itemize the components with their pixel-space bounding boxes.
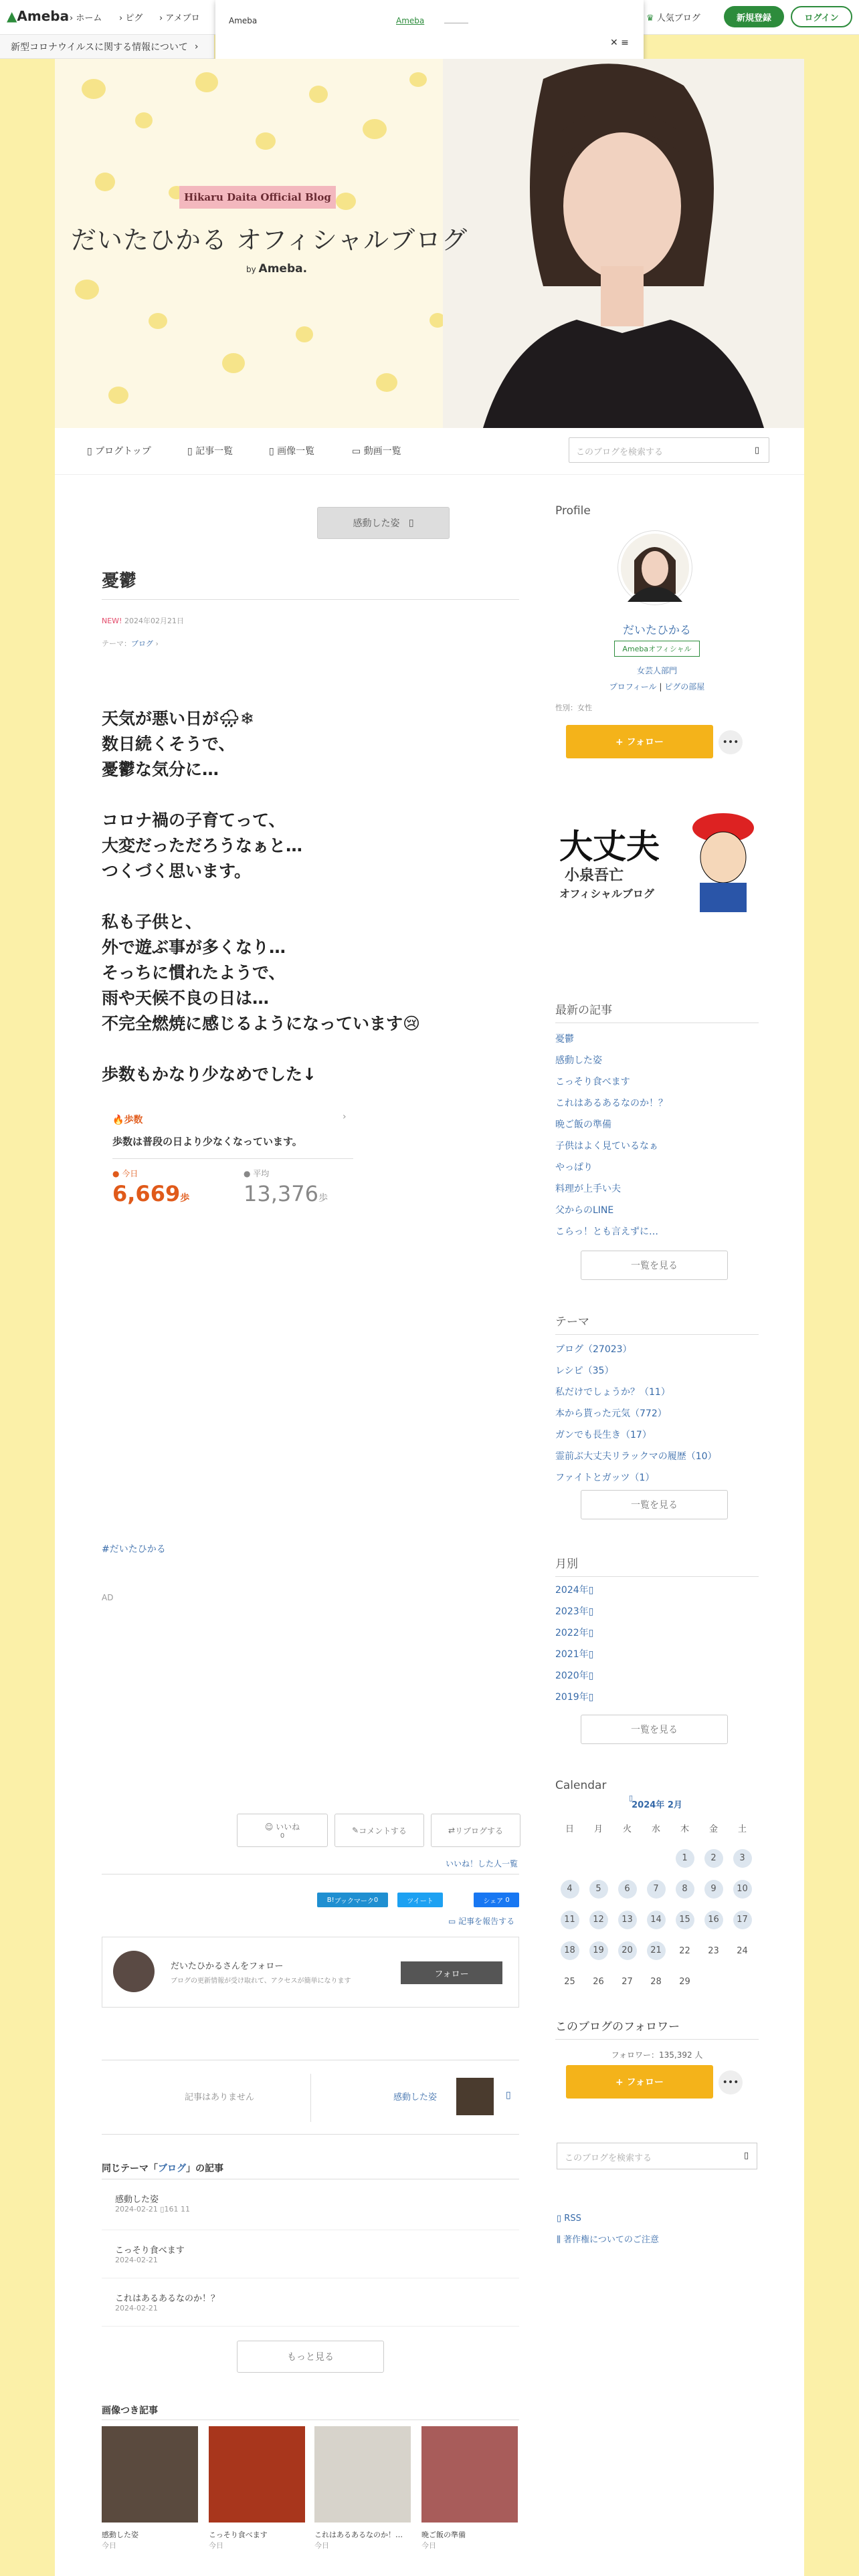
avg-steps: 13,376歩 (244, 1181, 328, 1206)
more-button[interactable]: もっと見る (237, 2341, 384, 2373)
calendar-day[interactable]: 19 (584, 1935, 613, 1966)
steps-card (102, 1103, 353, 1228)
article-title: 憂鬱 (102, 571, 137, 591)
recent-item[interactable]: これはあるあるなのか！？ (555, 1098, 668, 1109)
calendar-day[interactable]: 18 (555, 1935, 584, 1966)
calendar-day[interactable]: 6 (613, 1874, 642, 1905)
promo-banner[interactable]: 大丈夫 小泉吾亡 オフィシャルブログ (559, 813, 757, 912)
today-label: ● 今日 (112, 1169, 138, 1178)
nav-articles[interactable]: ▯ 記事一覧 (187, 446, 233, 457)
no-prev-article: 記事はありません (185, 2092, 255, 2103)
chevron-icon[interactable]: ▯ (506, 2090, 511, 2101)
recent-item[interactable]: こっそり食べます (555, 1077, 630, 1087)
calendar-day[interactable]: 17 (728, 1905, 757, 1935)
rss-link[interactable]: ▯ RSS (557, 2214, 581, 2224)
chevron-right-icon[interactable]: › (343, 1111, 347, 1122)
profile-links: プロフィール | ピグの部屋 (609, 682, 705, 691)
close-icon[interactable]: ✕ ≡ (610, 37, 629, 48)
recent-item[interactable]: こらっ！とも言えずに… (555, 1226, 658, 1237)
profile-photo (443, 59, 804, 428)
calendar-heading: Calendar (555, 1779, 607, 1792)
more-options-icon[interactable]: ••• (719, 730, 743, 754)
crown-icon: ♛ (646, 13, 654, 23)
blog-title: だいたひかる オフィシャルブログ (71, 225, 468, 255)
month-item[interactable]: 2022年▯ (555, 1628, 594, 1638)
calendar-day[interactable]: 4 (555, 1874, 584, 1905)
follow-button[interactable]: フォロー (401, 1961, 502, 1984)
image-article-thumb[interactable] (209, 2426, 305, 2523)
sidebar-follow-button[interactable]: + フォロー (566, 725, 713, 758)
covid-notice[interactable]: 新型コロナウイルスに関する情報について › (0, 35, 214, 59)
like-list-link[interactable]: いいね！した人一覧 (446, 1859, 518, 1868)
calendar-day[interactable]: 13 (613, 1905, 642, 1935)
follow-card-title: だいたひかるさんをフォロー (171, 1961, 284, 1971)
recent-item[interactable]: 料理が上手い夫 (555, 1184, 621, 1194)
title-divider (102, 599, 519, 600)
calendar-day[interactable]: 20 (613, 1935, 642, 1966)
prev-article-button[interactable]: 感動した姿 ▯ (317, 507, 450, 539)
theme-list-more[interactable]: 一覧を見る (581, 1490, 728, 1519)
nav-home[interactable]: › ホーム (70, 13, 102, 23)
profile-avatar[interactable] (618, 531, 692, 605)
calendar-day[interactable]: 5 (584, 1874, 613, 1905)
followers-follow-button[interactable]: + フォロー (566, 2065, 713, 2099)
calendar-day[interactable]: 11 (555, 1905, 584, 1935)
popup-title: Ameba (229, 16, 258, 25)
calendar-day (555, 1843, 584, 1874)
theme-list (555, 1339, 759, 1489)
recent-item[interactable]: 憂鬱 (555, 1034, 574, 1045)
bookmark-button[interactable]: B! ブックマーク 0 (317, 1893, 388, 1907)
calendar-day[interactable]: 1 (670, 1843, 699, 1874)
blog-search-input[interactable]: このブログを検索する (569, 437, 769, 463)
next-article-thumb[interactable] (456, 2078, 494, 2115)
search-icon[interactable]: ▯ (744, 2151, 749, 2161)
steps-label: 🔥歩数 (112, 1115, 143, 1125)
image-article-thumb[interactable] (102, 2426, 198, 2523)
calendar-day (613, 1843, 642, 1874)
recent-list (555, 1029, 759, 1243)
same-theme-title: 同じテーマ「ブログ」の記事 (102, 2163, 223, 2174)
blog-container (55, 59, 804, 2576)
search-icon[interactable]: ▯ (755, 445, 760, 455)
recent-list-more[interactable]: 一覧を見る (581, 1251, 728, 1280)
calendar-day[interactable]: 8 (670, 1874, 699, 1905)
reblog-button[interactable]: ⇄ リブログする (431, 1814, 520, 1847)
calendar-day[interactable]: 3 (728, 1843, 757, 1874)
calendar-day[interactable]: 7 (642, 1874, 670, 1905)
monthly-list (555, 1580, 759, 1708)
followers-count: フォロワー：135,392 人 (611, 2050, 703, 2060)
comment-button[interactable]: ✎ コメントする (335, 1814, 424, 1847)
calendar-day: 27 (622, 1976, 633, 1987)
calendar-day (642, 1843, 670, 1874)
theme-heading: テーマ (555, 1312, 759, 1335)
follow-card (102, 1937, 519, 2008)
month-item[interactable]: 2023年▯ (555, 1606, 594, 1617)
calendar-grid: 日 月 火 水 木 金 土 1 2 3 4 5 6 7 8 9 10 11 12 13 14 15 16 17 18 19 20 21 22 23 24 25 26 27 28 29 (555, 1812, 757, 1997)
calendar-day: 29 (679, 1976, 690, 1987)
profile-heading: Profile (555, 504, 591, 518)
calendar-day: 23 (708, 1945, 719, 1956)
article-theme: テーマ：ブログ › (102, 639, 159, 648)
chevron-right-icon: › (194, 41, 199, 52)
login-button[interactable]: ログイン (791, 6, 852, 27)
calendar-day: 28 (650, 1976, 662, 1987)
theme-item[interactable]: 霊前ぶ大丈夫リラックマの履歴（10） (555, 1451, 717, 1462)
calendar-day[interactable]: 12 (584, 1905, 613, 1935)
blog-nav (55, 428, 804, 475)
report-link[interactable]: ▭ 記事を報告する (448, 1917, 515, 1926)
same-theme-item[interactable]: これはあるあるなのか！？ 2024-02-21 (115, 2294, 220, 2313)
nav-blog-top[interactable]: ▯ ブログトップ (87, 446, 151, 457)
follow-card-sub: ブログの更新情報が受け取れて、アクセスが簡単になります (171, 1977, 351, 1985)
calendar-day: 22 (679, 1945, 690, 1956)
avatar (113, 1951, 155, 1992)
facebook-share-button[interactable]: シェア 0 (474, 1893, 519, 1907)
blog-tagline-ribbon: Hikaru Daita Official Blog (179, 186, 336, 209)
month-item[interactable]: 2020年▯ (555, 1671, 594, 1681)
theme-item[interactable]: ガンでも長生き（17） (555, 1430, 652, 1440)
by-ameba: by Ameba. (246, 262, 308, 276)
calendar-day[interactable]: 15 (670, 1905, 699, 1935)
calendar-day (728, 1966, 757, 1997)
steps-desc: 歩数は普段の日より少なくなっています。 (112, 1136, 302, 1148)
monthly-list-more[interactable]: 一覧を見る (581, 1715, 728, 1744)
theme-item[interactable]: 私だけでしょうか？（11） (555, 1387, 670, 1398)
fire-icon: 🔥 (112, 1115, 124, 1125)
calendar-day[interactable]: 21 (642, 1935, 670, 1966)
recent-item[interactable]: 子供はよく見ているなぁ (555, 1141, 658, 1152)
ad-label: AD (102, 1593, 114, 1602)
image-articles-title: 画像つき記事 (102, 2405, 158, 2416)
article-body: 天気が悪い日が🌧❄ 数日続くそうで、 憂鬱な気分に… コロナ禍の子育てって、 大変だっただろうなぁと… つくづく思います。 私も子供と、 外で遊ぶ事が多くなり… そっちに慣れたようで、 雨や天候不良の日は… 不完全燃焼に感じるようになっています😢 歩数もかなり少なめでした↓ (102, 709, 421, 1084)
nav-ameblo[interactable]: › アメブロ (159, 13, 200, 23)
sex-info: 性別：女性 (555, 704, 592, 712)
image-article-label: こっそり食べます 今日 (209, 2531, 268, 2550)
monthly-heading: 月別 (555, 1554, 759, 1577)
month-item[interactable]: 2024年▯ (555, 1585, 594, 1596)
recent-item[interactable]: 父からのLINE (555, 1205, 614, 1216)
recent-heading: 最新の記事 (555, 1000, 759, 1023)
tweet-button[interactable]: ツイート (397, 1893, 443, 1907)
theme-item[interactable]: ブログ（27023） (555, 1344, 632, 1355)
popup-link[interactable]: Ameba (396, 16, 425, 25)
calendar-day (699, 1966, 728, 1997)
recent-item[interactable]: 感動した姿 (555, 1055, 602, 1066)
theme-item[interactable]: 本から貰った元気（772） (555, 1408, 667, 1419)
month-item[interactable]: 2019年▯ (555, 1692, 594, 1703)
nav-images[interactable]: ▯ 画像一覧 (269, 446, 315, 457)
signup-button[interactable]: 新規登録 (724, 6, 784, 27)
image-article-label: 感動した姿 今日 (102, 2531, 138, 2550)
same-theme-item[interactable]: こっそり食べます 2024-02-21 (115, 2246, 185, 2264)
today-steps: 6,669歩 (112, 1181, 190, 1206)
category-link[interactable]: 女芸人部門 (636, 666, 677, 675)
month-item[interactable]: 2021年▯ (555, 1649, 594, 1660)
official-badge: Amebaオフィシャル (614, 641, 700, 657)
calendar-day[interactable]: 14 (642, 1905, 670, 1935)
theme-item[interactable]: ファイトとガッツ（1） (555, 1473, 655, 1483)
followers-heading: このブログのフォロワー (555, 2017, 759, 2040)
ameba-logo[interactable]: ▲Ameba (7, 8, 70, 24)
profile-name[interactable]: だいたひかる (623, 624, 691, 637)
recent-item[interactable]: 晩ご飯の準備 (555, 1119, 611, 1130)
copyright-link[interactable]: ⫼ 著作権についてのご注意 (557, 2235, 659, 2245)
calendar-prev-icon[interactable]: ▯ (629, 1794, 634, 1802)
image-article-label: 晩ご飯の準備 今日 (421, 2531, 466, 2550)
theme-link[interactable]: ブログ (131, 639, 153, 648)
sidebar-search-input[interactable]: このブログを検索する (557, 2143, 757, 2169)
calendar-day[interactable]: 10 (728, 1874, 757, 1905)
same-theme-item[interactable]: 感動した姿 2024-02-21 ▯161 11 (115, 2195, 190, 2214)
more-options-icon[interactable]: ••• (719, 2070, 743, 2095)
image-article-thumb[interactable] (314, 2426, 411, 2523)
calendar-day: 26 (593, 1976, 604, 1987)
like-button[interactable]: ☺ いいね 0 (237, 1814, 328, 1847)
avg-label: ● 平均 (244, 1169, 270, 1178)
image-article-label: これはあるあるなのか！… 今日 (314, 2531, 403, 2550)
nav-videos[interactable]: ▭ 動画一覧 (352, 446, 401, 457)
calendar-day: 25 (564, 1976, 575, 1987)
calendar-day: 24 (737, 1945, 748, 1956)
article-meta: NEW! 2024年02月21日 (102, 617, 184, 625)
article-pager (102, 2060, 519, 2135)
image-article-thumb[interactable] (421, 2426, 518, 2523)
nav-pigu[interactable]: › ピグ (119, 13, 143, 23)
theme-item[interactable]: レシピ（35） (555, 1366, 614, 1376)
next-article-link[interactable]: 感動した姿 (393, 2092, 438, 2103)
popular-blogs-link[interactable]: ♛ 人気ブログ (646, 13, 700, 23)
calendar-day (584, 1843, 613, 1874)
recent-item[interactable]: やっぱり (555, 1162, 593, 1173)
hashtag-link[interactable]: #だいたひかる (102, 1544, 166, 1555)
cartoon-icon (686, 813, 757, 912)
blog-banner[interactable] (55, 59, 804, 428)
calendar-day[interactable]: 2 (699, 1843, 728, 1874)
calendar-day[interactable]: 9 (699, 1874, 728, 1905)
calendar-day[interactable]: 16 (699, 1905, 728, 1935)
calendar-month: 2024年 2月 (632, 1800, 682, 1810)
